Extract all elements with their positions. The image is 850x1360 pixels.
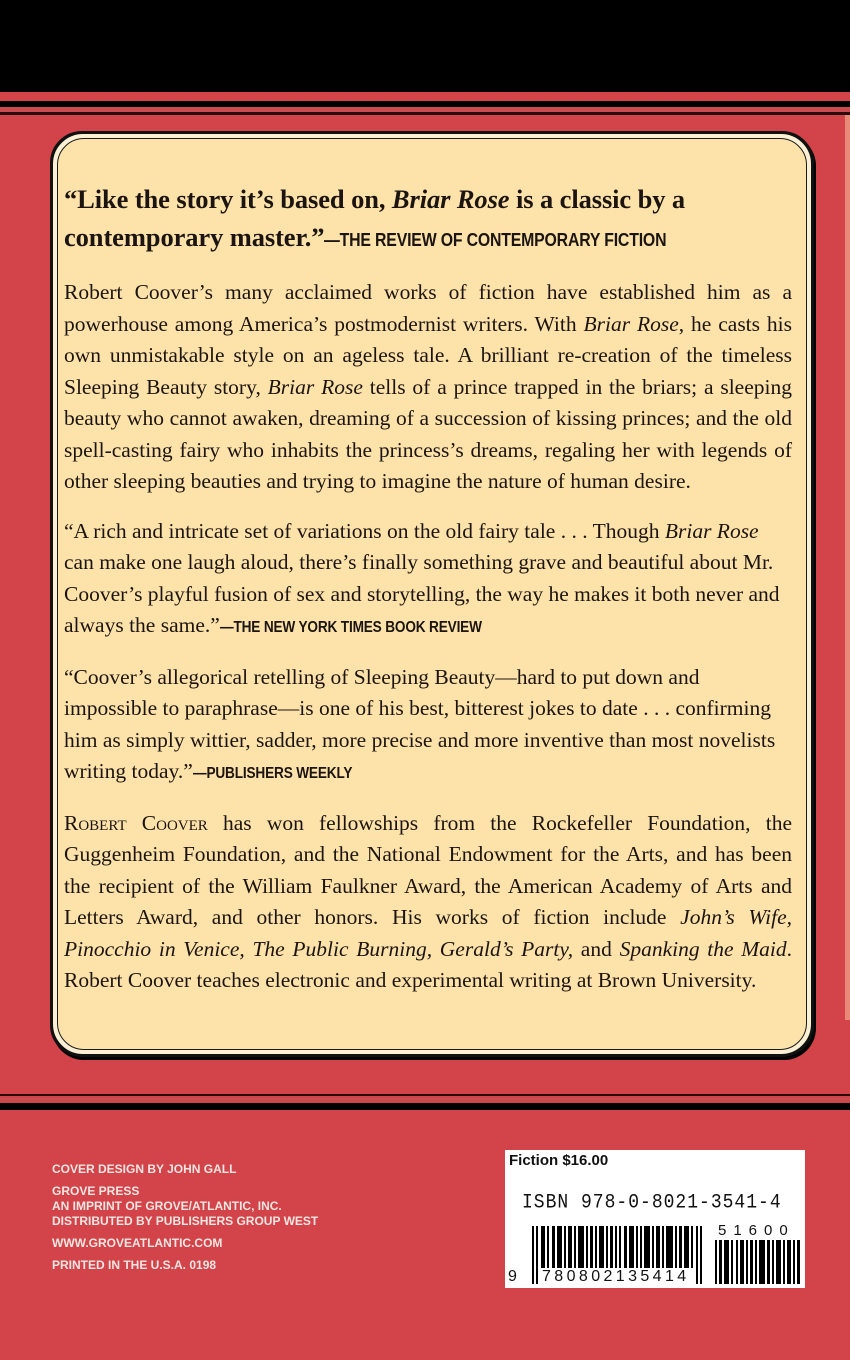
- printed-in-line: PRINTED IN THE U.S.A. 0198: [52, 1258, 217, 1272]
- pw-attribution: —PUBLISHERS WEEKLY: [192, 765, 353, 782]
- bottom-stripe-black: [0, 1103, 850, 1110]
- publisher-name: GROVE PRESS: [52, 1184, 140, 1198]
- imprint-line: AN IMPRINT OF GROVE/ATLANTIC, INC.: [52, 1199, 282, 1213]
- nyt-review-quote: [64, 516, 792, 644]
- ean-digits: 780802135414: [542, 1268, 690, 1285]
- author-bio: [64, 808, 792, 997]
- publishers-weekly-quote: [64, 662, 792, 790]
- works-list: John’s Wife, Pinocchio in Venice, The Public Burning, Gerald’s Party,: [64, 905, 792, 961]
- isbn-number: ISBN 978-0-8021-3541-4: [522, 1191, 782, 1215]
- book-title: Briar Rose: [267, 374, 363, 399]
- quote-text: “A rich and intricate set of variations on the old fairy tale . . . Though: [64, 518, 665, 543]
- description-text: tells of a prince trapped in the briars; a sleeping beauty who cannot awaken, dreaming of a succession of kissing princes; and the old spell-casting fairy who inhabits the princess’s dreams, regaling her with legends of other sleeping beauties and trying to imagine the nature of human desire.: [64, 374, 792, 493]
- cover-design-credit: COVER DESIGN BY JOHN GALL: [52, 1162, 237, 1176]
- bottom-stripe-red: [0, 1098, 850, 1101]
- price-addon-digits: 51600: [718, 1222, 795, 1239]
- book-title: Briar Rose: [391, 184, 510, 214]
- top-stripe-red: [0, 92, 850, 101]
- bio-text: has won fellowships from the Rockefeller Foundation, the Guggenheim Foundation, and the National Endowment for the Arts, and has been the recipient of the William Faulkner Award, the American Academy of Arts and Letters Award, and other honors. His works of fiction include: [64, 810, 792, 929]
- lead-quote-text: “Like the story it’s based on,: [64, 184, 392, 214]
- description-text: Robert Coover’s many acclaimed works of fiction have established him as a powerhouse among America’s postmodernist writers. With: [64, 280, 792, 336]
- bottom-stripe-dark: [0, 1094, 850, 1096]
- book-title: Briar Rose: [583, 311, 679, 336]
- quote-text: can make one laugh aloud, there’s finally something grave and beautiful about Mr. Coover’s playful fusion of sex and storytelling, the way he makes it both never and always the same.”: [64, 550, 780, 637]
- addon-barcode-icon: [715, 1240, 801, 1284]
- author-name: Robert Coover: [64, 810, 208, 835]
- nyt-attribution: —THE NEW YORK TIMES BOOK REVIEW: [219, 619, 482, 636]
- blurb-content: [64, 180, 792, 1015]
- lead-quote: [64, 180, 792, 259]
- bio-text: and: [573, 936, 620, 961]
- works-list: Spanking the Maid: [619, 936, 787, 961]
- price-label: Fiction $16.00: [509, 1152, 609, 1169]
- spine-edge: [845, 115, 850, 1020]
- book-description: [64, 277, 792, 498]
- lead-quote-text-end: is a classic by a contemporary master.”: [64, 184, 686, 252]
- description-text: , he casts his own unmistakable style on an ageless tale. A brilliant re-creation of the timeless Sleeping Beauty story,: [64, 311, 792, 399]
- lead-quote-attribution: —THE REVIEW OF CONTEMPORARY FICTION: [324, 230, 667, 250]
- website-url: WWW.GROVEATLANTIC.COM: [52, 1236, 223, 1250]
- bio-text: . Robert Coover teaches electronic and experimental writing at Brown University.: [64, 936, 793, 992]
- top-stripe-dark: [0, 112, 850, 115]
- distributor-line: DISTRIBUTED BY PUBLISHERS GROUP WEST: [52, 1214, 319, 1228]
- ean-first-digit: 9: [508, 1268, 517, 1285]
- top-black-band: [0, 0, 850, 92]
- barcode-label: [505, 1150, 805, 1288]
- publisher-credits: [52, 1162, 318, 1273]
- quote-text: “Coover’s allegorical retelling of Sleeping Beauty—hard to put down and impossible to paraphrase—is one of his best, bitterest jokes to date . . . confirming him as simply wittier, sadder, more precise and more inventive than most novelists writing today.”: [64, 664, 776, 783]
- book-title: Briar Rose: [664, 518, 759, 543]
